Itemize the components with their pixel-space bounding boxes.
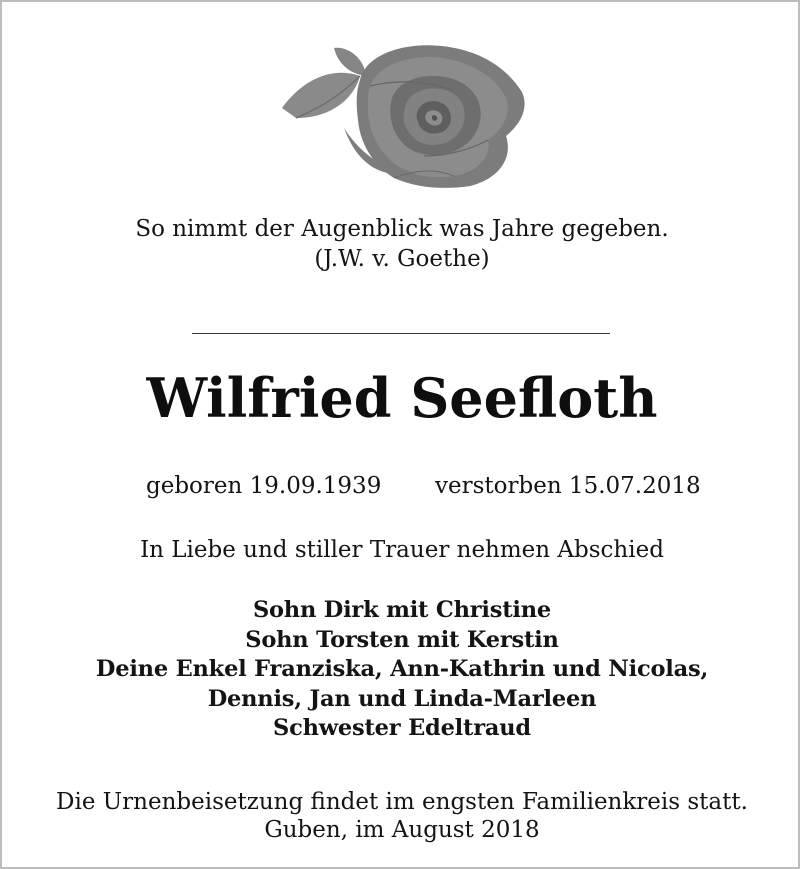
quote-author: (J.W. v. Goethe) <box>314 246 490 272</box>
quote-text: So nimmt der Augenblick was Jahre gegeben. <box>135 216 669 242</box>
farewell-text: In Liebe und stiller Trauer nehmen Abschied <box>140 537 664 563</box>
birth-date: geboren 19.09.1939 <box>146 473 382 499</box>
mourner-line: Dennis, Jan und Linda-Marleen <box>207 685 597 712</box>
mourner-line: Schwester Edeltraud <box>273 715 531 741</box>
mourners-list <box>2 596 800 744</box>
place-date: Guben, im August 2018 <box>264 817 540 843</box>
divider <box>192 333 610 334</box>
deceased-name: Wilfried Seefloth <box>146 366 658 430</box>
rose-icon <box>274 40 530 190</box>
mourner-line: Deine Enkel Franziska, Ann-Kathrin und Nicolas, <box>95 656 709 682</box>
death-date: verstorben 15.07.2018 <box>435 473 701 499</box>
burial-note: Die Urnenbeisetzung findet im engsten Familienkreis statt. <box>56 789 748 815</box>
mourner-line: Sohn Torsten mit Kerstin <box>245 626 559 653</box>
mourner-line: Sohn Dirk mit Christine <box>252 597 552 623</box>
